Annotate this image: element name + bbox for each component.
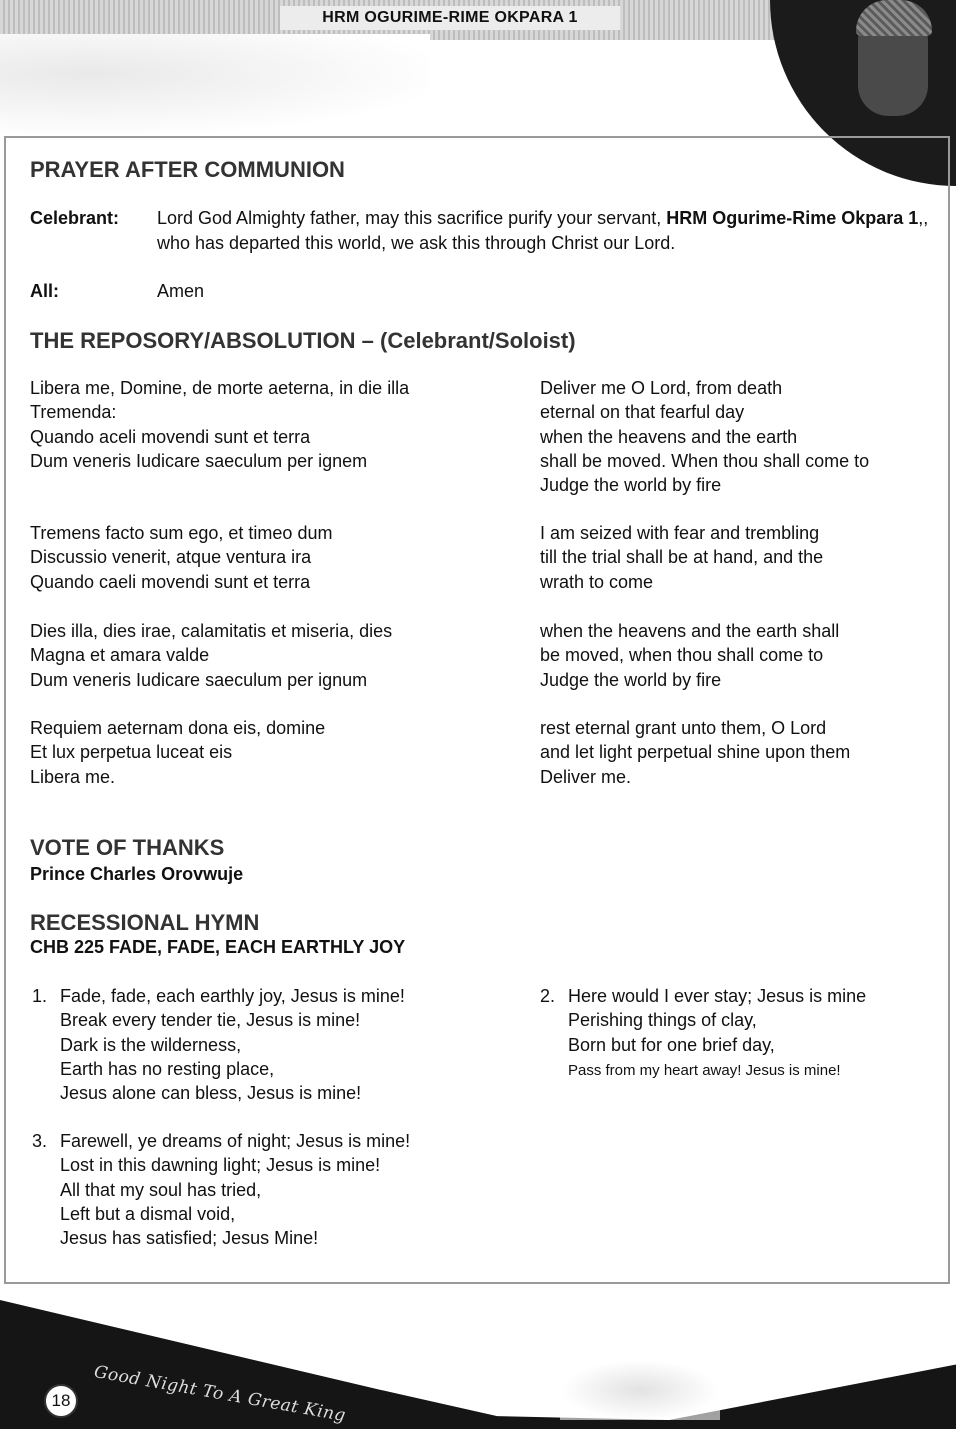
latin-stanza-4: Requiem aeternam dona eis, domine Et lux perpetua luceat eis Libera me. bbox=[30, 718, 326, 787]
all-label: All: bbox=[30, 281, 59, 301]
verse-number: 2. bbox=[540, 986, 556, 1006]
verse-number: 1. bbox=[32, 986, 48, 1006]
hymn-verse-1 bbox=[32, 984, 512, 1109]
prayer-after-communion-heading: PRAYER AFTER COMMUNION bbox=[30, 157, 345, 182]
english-stanza-3: when the heavens and the earth shall be moved, when thou shall come to Judge the world by fire bbox=[540, 621, 840, 690]
content-frame bbox=[4, 136, 950, 1284]
verse-last-line: Pass from my heart away! Jesus is mine! bbox=[568, 1061, 841, 1079]
latin-stanza-1: Libera me, Domine, de morte aeterna, in die illa Tremenda: Quando aceli movendi sunt et terra Dum veneris Iudicare saeculum per ignem bbox=[30, 378, 410, 471]
footer-texture bbox=[560, 1360, 720, 1420]
english-stanza-1: Deliver me O Lord, from death eternal on that fearful day when the heavens and the earth shall be moved. When thou shall come to Judge the world by fire bbox=[540, 378, 870, 496]
reposory-heading: THE REPOSORY/ABSOLUTION – (Celebrant/Soloist) bbox=[30, 328, 576, 353]
header-floral-decoration bbox=[0, 34, 430, 134]
verse-number: 3. bbox=[32, 1131, 48, 1151]
recessional-hymn-heading: RECESSIONAL HYMN bbox=[30, 910, 260, 935]
latin-stanza-3: Dies illa, dies irae, calamitatis et miseria, dies Magna et amara valde Dum veneris Iudicare saeculum per ignum bbox=[30, 621, 393, 690]
english-stanza-4: rest eternal grant unto them, O Lord and let light perpetual shine upon them Deliver me. bbox=[540, 718, 851, 787]
footer-dark-shape bbox=[0, 1300, 956, 1429]
verse-lines: Farewell, ye dreams of night; Jesus is mine! Lost in this dawning light; Jesus is mine! All that my soul has tried, Left but a dismal void, Jesus has satisfied; Jesus Mine! bbox=[60, 1131, 411, 1249]
verse-lines bbox=[568, 984, 940, 1083]
verse-lines-main: Here would I ever stay; Jesus is mine Perishing things of clay, Born but for one brief day, bbox=[568, 986, 867, 1055]
celebrant-label: Celebrant: bbox=[30, 208, 120, 228]
page-header-title: HRM OGURIME-RIME OKPARA 1 bbox=[280, 6, 620, 30]
footer-band bbox=[0, 1300, 956, 1429]
celebrant-name: HRM Ogurime-Rime Okpara 1 bbox=[666, 208, 919, 228]
recessional-hymn-subtitle: CHB 225 FADE, FADE, EACH EARTHLY JOY bbox=[30, 937, 406, 957]
celebrant-text bbox=[157, 206, 947, 255]
vote-of-thanks-name: Prince Charles Orovwuje bbox=[30, 864, 244, 884]
latin-stanza-2: Tremens facto sum ego, et timeo dum Discussio venerit, atque ventura ira Quando caeli movendi sunt et terra bbox=[30, 523, 333, 592]
page-number: 18 bbox=[44, 1384, 78, 1418]
verse-lines: Fade, fade, each earthly joy, Jesus is mine! Break every tender tie, Jesus is mine! Dark is the wilderness, Earth has no resting place, Jesus alone can bless, Jesus is mine! bbox=[60, 986, 405, 1104]
celebrant-text-part1: Lord God Almighty father, may this sacrifice purify your servant, bbox=[157, 208, 667, 228]
hymn-verse-2 bbox=[540, 984, 940, 1084]
english-stanza-2: I am seized with fear and trembling till the trial shall be at hand, and the wrath to come bbox=[540, 523, 824, 592]
hymn-verse-3 bbox=[32, 1129, 512, 1254]
celebrant-text-part2: ,, who has departed this world, we ask this through Christ our Lord. bbox=[157, 208, 929, 253]
vote-of-thanks-heading: VOTE OF THANKS bbox=[30, 835, 225, 860]
portrait-cap bbox=[856, 0, 932, 36]
footer-tagline: Good Night To A Great King bbox=[92, 1362, 348, 1427]
all-response: Amen bbox=[157, 281, 205, 301]
